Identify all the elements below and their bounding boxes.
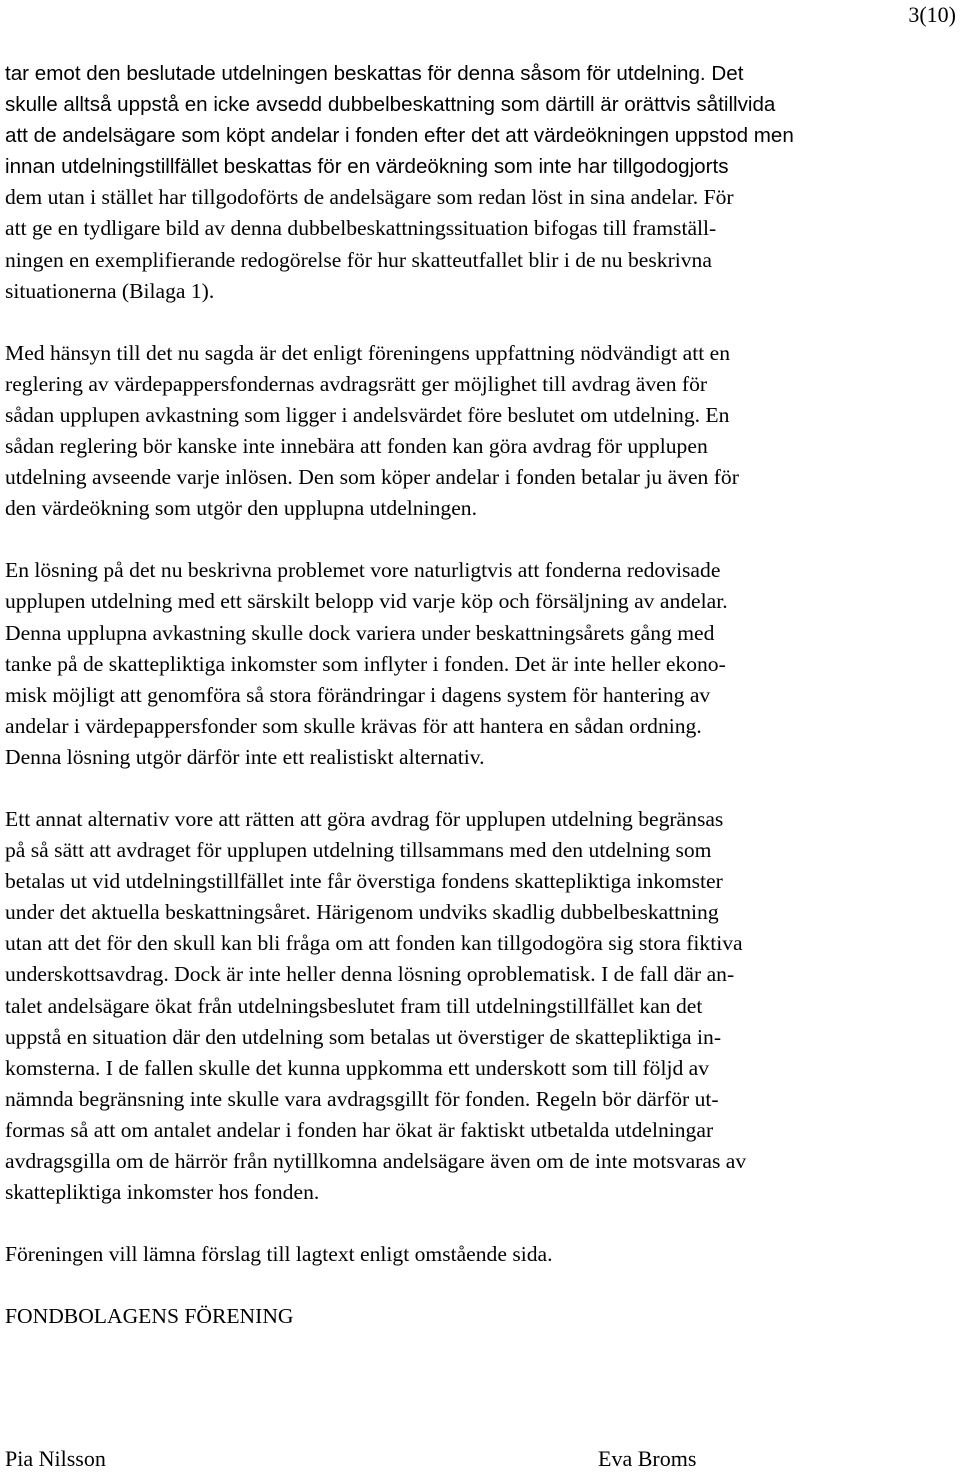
paragraph xyxy=(5,1239,955,1270)
text-line: sådan reglering bör kanske inte innebära att fonden kan göra avdrag för upplupen xyxy=(5,434,708,459)
text-line: att de andelsägare som köpt andelar i fonden efter det att värdeökningen uppstod men xyxy=(5,124,794,148)
text-line: tanke på de skattepliktiga inkomster som inflyter i fonden. Det är inte heller ekono- xyxy=(5,651,726,676)
text-line: utan att det för den skull kan bli fråga om att fonden kan tillgodogöra sig stora fiktiva xyxy=(5,931,743,956)
text-line: på så sätt att avdraget för upplupen utdelning tillsammans med den utdelning som xyxy=(5,838,712,863)
signature-name-right: Eva Broms xyxy=(598,1446,697,1471)
text-line: formas så att om antalet andelar i fonden har ökat är faktiskt utbetalda utdelningar xyxy=(5,1117,714,1142)
text-line: En lösning på det nu beskrivna problemet vore naturligtvis att fonderna redovisade xyxy=(5,558,721,583)
text-line: situationerna (Bilaga 1). xyxy=(5,278,215,303)
text-line: upplupen utdelning med ett särskilt belopp vid varje köp och försäljning av andelar. xyxy=(5,589,728,614)
text-line: Föreningen vill lämna förslag till lagtext enligt omstående sida. xyxy=(5,1242,553,1267)
text-line: reglering av värdepappersfondernas avdragsrätt ger möjlighet till avdrag även för xyxy=(5,371,708,396)
text-line: andelar i värdepappersfonder som skulle krävas för att hantera en sådan ordning. xyxy=(5,713,702,738)
text-line: den värdeökning som utgör den upplupna utdelningen. xyxy=(5,496,477,521)
text-line: avdragsgilla om de härrör från nytillkomna andelsägare även om de inte motsvaras av xyxy=(5,1149,747,1173)
text-line: nämnda begränsning inte skulle vara avdragsgillt för fonden. Regeln bör därför ut- xyxy=(5,1086,719,1111)
text-line: tar emot den beslutade utdelningen beskattas för denna såsom för utdelning. Det xyxy=(5,62,744,85)
paragraph xyxy=(5,58,955,307)
text-line: dem utan i stället har tillgodoförts de andelsägare som redan löst in sina andelar. För xyxy=(5,185,734,210)
text-line: komsterna. I de fallen skulle det kunna uppkomma ett underskott som till följd av xyxy=(5,1055,710,1080)
text-line: underskottsavdrag. Dock är inte heller denna lösning oproblematisk. I de fall där an- xyxy=(5,962,735,987)
text-line: Ett annat alternativ vore att rätten att göra avdrag för upplupen utdelning begränsas xyxy=(5,806,724,831)
paragraph xyxy=(5,555,955,773)
page-number: 3(10) xyxy=(908,2,956,27)
text-line: skattepliktiga inkomster hos fonden. xyxy=(5,1180,320,1205)
organization-name: FONDBOLAGENS FÖRENING xyxy=(5,1304,294,1329)
text-line: innan utdelningstillfället beskattas för en värdeökning som inte har tillgodogjorts xyxy=(5,155,729,179)
text-line: Denna lösning utgör därför inte ett realistiskt alternativ. xyxy=(5,744,485,769)
signature-name-left: Pia Nilsson xyxy=(5,1446,106,1471)
text-line: skulle alltså uppstå en icke avsedd dubbelbeskattning som därtill är orättvis såtillvida xyxy=(5,93,776,117)
paragraph xyxy=(5,804,955,1208)
text-line: talet andelsägare ökat från utdelningsbeslutet fram till utdelningstillfället kan det xyxy=(5,993,703,1018)
text-line: betalas ut vid utdelningstillfället inte får överstiga fondens skattepliktiga inkomster xyxy=(5,869,723,894)
text-line: under det aktuella beskattningsåret. Härigenom undviks skadlig dubbelbeskattning xyxy=(5,900,719,925)
text-line: misk möjligt att genomföra så stora förändringar i dagens system för hantering av xyxy=(5,682,711,707)
text-line: ningen en exemplifierande redogörelse för hur skatteutfallet blir i de nu beskrivna xyxy=(5,247,712,272)
text-line: Med hänsyn till det nu sagda är det enligt föreningens uppfattning nödvändigt att en xyxy=(5,340,731,365)
text-line: sådan upplupen avkastning som ligger i andelsvärdet före beslutet om utdelning. En xyxy=(5,402,730,427)
text-line: Denna upplupna avkastning skulle dock variera under beskattningsårets gång med xyxy=(5,620,715,645)
text-line: utdelning avseende varje inlösen. Den som köper andelar i fonden betalar ju även för xyxy=(5,465,739,490)
text-line: att ge en tydligare bild av denna dubbelbeskattningssituation bifogas till framställ- xyxy=(5,216,717,241)
paragraph xyxy=(5,338,955,525)
text-line: uppstå en situation där den utdelning som betalas ut överstiger de skattepliktiga in- xyxy=(5,1024,722,1049)
body-text xyxy=(5,58,955,1332)
paragraphs xyxy=(5,58,955,1270)
